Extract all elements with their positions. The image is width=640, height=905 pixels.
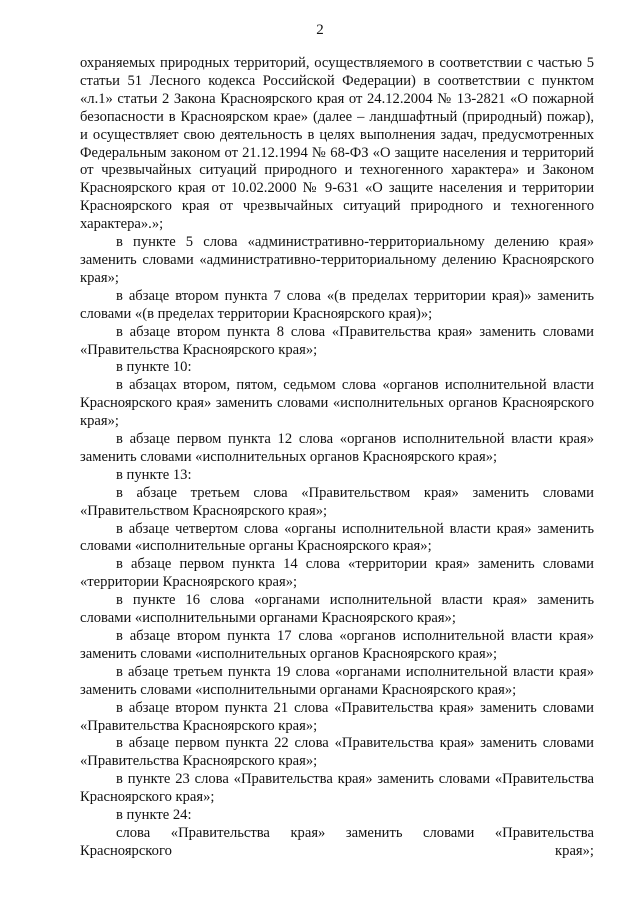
paragraph-item-14: в абзаце первом пункта 14 слова «территории края» заменить словами «территории Красноярского края»; bbox=[80, 556, 594, 591]
paragraph-item-13-third: в абзаце третьем слова «Правительством края» заменить словами «Правительством Красноярского края»; bbox=[80, 484, 594, 519]
paragraph-item-10-body: в абзацах втором, пятом, седьмом слова «органов исполнительной власти Красноярского края» заменить словами «исполнительных органов Красноярского края»; bbox=[80, 377, 594, 430]
paragraph-item-10-heading: в пункте 10: bbox=[116, 359, 192, 376]
paragraph-item-17: в абзаце втором пункта 17 слова «органов исполнительной власти края» заменить словами «исполнительных органов Красноярского края»; bbox=[80, 628, 594, 662]
paragraph-item-19: в абзаце третьем пункта 19 слова «органами исполнительной власти края» заменить словами «исполнительными органами Красноярского края»; bbox=[80, 663, 594, 698]
paragraph-continuation: охраняемых природных территорий, осуществляемого в соответствии с частью 5 статьи 51 Лесного кодекса Российской Федерации) в соответствии с пунктом «л.1» статьи 2 Закона Красноярского края от 24.12.2004 № 13-2821 «О пожарной безопасности в Красноярском крае» (далее – ландшафтный (природный) пожар), и осуществляет свою деятельность в целях выполнения задач, предусмотренных Федеральным законом от 21.12.1994 № 68-ФЗ «О защите населения и территорий от чрезвычайных ситуаций природного и техногенного характера» и Законом Красноярского края от 10.02.2000 № 9-631 «О защите населения и территории Красноярского края от чрезвычайных ситуаций природного и техногенного характера».»; bbox=[80, 55, 594, 233]
paragraph-item-24-body: слова «Правительства края» заменить словами «Правительства Красноярского края»; bbox=[80, 824, 594, 859]
paragraph-item-7: в абзаце втором пункта 7 слова «(в пределах территории края)» заменить словами «(в пределах территории Красноярского края)»; bbox=[80, 287, 594, 322]
document-body bbox=[80, 55, 594, 861]
paragraph-item-22: в абзаце первом пункта 22 слова «Правительства края» заменить словами «Правительства Красноярского края»; bbox=[80, 735, 594, 770]
paragraph-item-23: в пункте 23 слова «Правительства края» заменить словами «Правительства Красноярского края»; bbox=[80, 771, 594, 806]
paragraph-item-13-fourth: в абзаце четвертом слова «органы исполнительной власти края» заменить словами «исполнительные органы Красноярского края»; bbox=[80, 520, 594, 555]
paragraph-item-5: в пункте 5 слова «административно-территориальному делению края» заменить словами «административно-территориальному делению Красноярского края»; bbox=[80, 234, 594, 286]
paragraph-item-12: в абзаце первом пункта 12 слова «органов исполнительной власти края» заменить словами «исполнительных органов Красноярского края»; bbox=[80, 431, 594, 465]
paragraph-item-13-heading: в пункте 13: bbox=[116, 466, 192, 483]
paragraph-item-16: в пункте 16 слова «органами исполнительной власти края» заменить словами «исполнительными органами Красноярского края»; bbox=[80, 592, 594, 627]
paragraph-item-24-heading: в пункте 24: bbox=[116, 807, 192, 824]
paragraph-item-8: в абзаце втором пункта 8 слова «Правительства края» заменить словами «Правительства Красноярского края»; bbox=[80, 323, 594, 358]
page-number: 2 bbox=[316, 22, 324, 38]
paragraph-item-21: в абзаце втором пункта 21 слова «Правительства края» заменить словами «Правительства Красноярского края»; bbox=[80, 699, 594, 734]
